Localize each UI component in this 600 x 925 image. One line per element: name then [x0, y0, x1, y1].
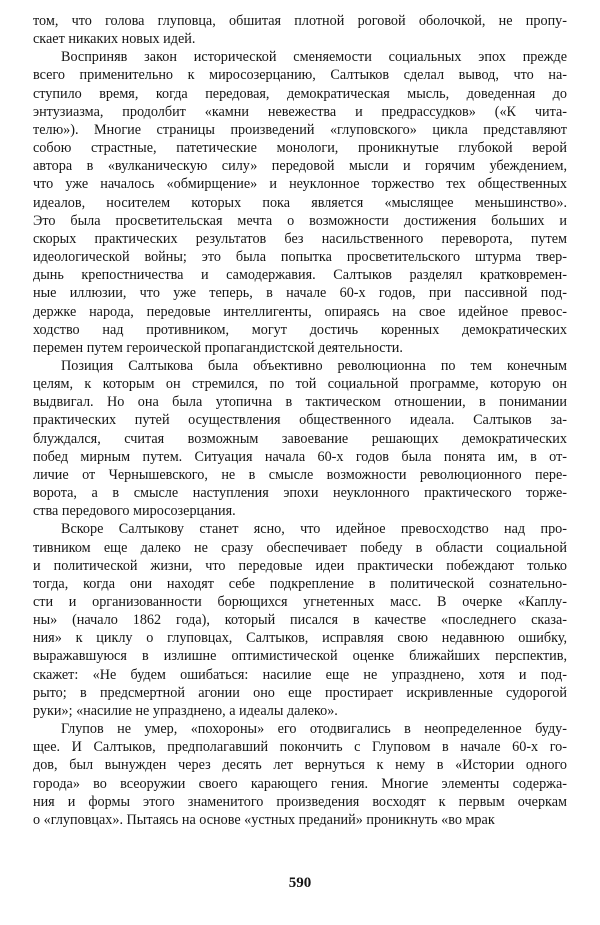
text-line: энтузиазма, продолбит «камни невежества и предрассудков» («К чита-: [33, 103, 567, 120]
text-line: тивником еще далеко не сразу обеспечивает победу в области социальной: [33, 539, 567, 556]
text-line: держке народа, передовые интеллигенты, опираясь на свое идейное превос-: [33, 303, 567, 320]
text-line: что уже началось «обмирщение» и неуклонное торжество тех общественных: [33, 176, 567, 193]
text-line: перемен путем героической пропагандистской деятельности.: [33, 339, 403, 356]
text-line: том, что голова глуповца, обшитая плотной роговой оболочкой, не пропу-: [33, 13, 567, 29]
paragraph: [33, 357, 567, 520]
text-line: Позиция Салтыкова была объективно революционна по тем конечным: [61, 357, 567, 374]
text-line: ния» к циклу о глуповцах, Салтыков, исправляя свою недавнюю ошибку,: [33, 630, 567, 647]
text-line: сти и организованности борющихся угнетенных масс. В очерке «Каплу-: [33, 594, 567, 610]
text-line: щее. И Салтыков, предполагавший покончить с Глуповом в начале 60-х го-: [33, 739, 567, 756]
text-line: телю»). Многие страницы произведений «глуповского» цикла представляют: [33, 121, 567, 138]
paragraph: [33, 12, 567, 48]
text-line: ступило время, когда передовая, демократическая мысль, доведенная до: [33, 85, 567, 102]
text-line: ния и формы этого знаменитого произведения восходят к первым очеркам: [33, 793, 567, 810]
text-line: дынь крепостничества и самодержавия. Салтыков разделял кратковремен-: [33, 267, 567, 284]
text-line: целям, к которым он стремился, по той социальной программе, которую он: [33, 376, 567, 393]
text-line: руки»; «насилие не упразднено, а идеалы далеко».: [33, 702, 338, 719]
text-line: выражавшуюся в излишне оптимистической оценке ближайших перспектив,: [33, 648, 567, 665]
text-line: блуждался, считая возможным завоевание решающих демократических: [33, 430, 567, 447]
text-line: побед мирным путем. Ситуация начала 60-х годов была понята им, в от-: [33, 448, 567, 465]
text-line: Восприняв закон исторической сменяемости социальных эпох прежде: [61, 49, 567, 66]
text-line: собою страстные, патетические монологи, проникнутые глубокой верой: [33, 140, 567, 157]
paragraph: [33, 720, 567, 829]
text-line: ны» (начало 1862 года), который писался в качестве «последнего сказа-: [33, 612, 567, 629]
text-line: скажет: «Не будем ошибаться: насилие еще не упразднено, хотя и под-: [33, 666, 567, 683]
page-number: 590: [288, 875, 312, 891]
text-line: личие от Чернышевского, не в смысле возможности революционного пере-: [33, 466, 567, 483]
body-text: [33, 12, 567, 829]
text-line: и политической жизни, что передовые идеи практически побеждают только: [33, 557, 567, 574]
text-line: ходство над противником, могут достичь коренных демократических: [33, 321, 567, 338]
text-line: ные иллюзии, что уже теперь, в начале 60-х годов, при пассивной под-: [33, 285, 567, 302]
text-line: ворота, а в смысле наступления эпохи неуклонного практического торже-: [33, 485, 567, 502]
text-line: тогда, когда они находят себе подкрепление в политической сознательно-: [33, 575, 567, 592]
text-line: ства передового миросозерцания.: [33, 503, 236, 520]
text-line: Глупов не умер, «похороны» его отодвигались в неопределенное буду-: [61, 721, 567, 738]
text-line: города» во всеоружии своего карающего гения. Многие элементы содержа-: [33, 775, 567, 792]
text-line: выдвигал. Но она была утопична в тактическом отношении, в понимании: [33, 394, 567, 411]
text-line: идеалов, носителем которых пока является «мыслящее меньшинство».: [33, 194, 567, 211]
text-line: практических путей осуществления общественного идеала. Салтыков за-: [33, 412, 567, 429]
text-line: всего применительно к миросозерцанию, Салтыков сделал вывод, что на-: [33, 67, 567, 84]
text-line: Это была просветительская мечта о возможности достижения больших и: [33, 212, 567, 229]
text-line: скорых практических результатов без насильственного переворота, путем: [33, 230, 567, 247]
text-line: дов, был вынужден через десять лет вернуться к нему в «Истории одного: [33, 757, 567, 774]
text-line: скает никаких новых идей.: [33, 31, 196, 48]
paragraph: [33, 48, 567, 357]
text-line: рыто; в предсмертной агонии оно еще простирает искривленные судорогой: [33, 684, 567, 701]
text-line: о «глуповцах». Пытаясь на основе «устных преданий» проникнуть «во мрак: [33, 811, 495, 828]
text-line: Вскоре Салтыкову станет ясно, что идейное превосходство над про-: [61, 521, 567, 538]
text-line: идеологической войны; это была попытка просветительского штурма твер-: [33, 249, 567, 266]
paragraph: [33, 520, 567, 720]
text-line: автора в «вулканическую силу» передовой мысли и горячим убеждением,: [33, 158, 567, 175]
